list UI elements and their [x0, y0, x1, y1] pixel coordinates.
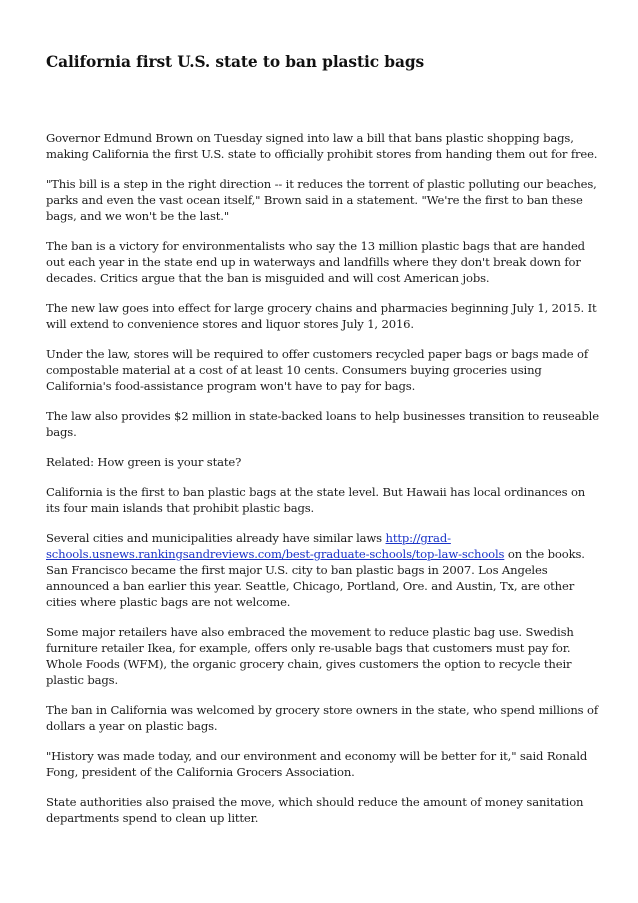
paragraph-6: The law also provides $2 million in state-backed loans to help businesses transition to reuseable bags. [46, 409, 599, 439]
paragraph-2: "This bill is a step in the right direction -- it reduces the torrent of plastic polluting our beaches, parks and even the vast ocean itself," Brown said in a statement. "We're the first to ban these bags, and we won't be the last." [46, 177, 597, 223]
paragraph-11: The ban in California was welcomed by grocery store owners in the state, who spend millions of dollars a year on plastic bags. [46, 703, 598, 733]
paragraph-3: The ban is a victory for environmentalists who say the 13 million plastic bags that are handed out each year in the state end up in waterways and landfills where they don't break down for decades. Critics argue that the ban is misguided and will cost American jobs. [46, 239, 585, 285]
paragraph-7: Related: How green is your state? [46, 455, 242, 469]
paragraph-12: "History was made today, and our environment and economy will be better for it," said Ronald Fong, president of the California Grocers Association. [46, 749, 588, 779]
paragraph-9 [46, 530, 602, 610]
paragraph-9-before: Several cities and municipalities already have similar laws [46, 531, 386, 545]
paragraph-9-after: on the books. San Francisco became the first major U.S. city to ban plastic bags in 2007. Los Angeles announced a ban earlier this year. Seattle, Chicago, Portland, Ore. and Austin, Tx, are other cities where plastic bags are not welcome. [46, 547, 585, 609]
paragraph-1: Governor Edmund Brown on Tuesday signed into law a bill that bans plastic shopping bags, making California the first U.S. state to officially prohibit stores from handing them out for free. [46, 131, 598, 161]
paragraph-8: California is the first to ban plastic bags at the state level. But Hawaii has local ordinances on its four main islands that prohibit plastic bags. [46, 485, 586, 515]
document-page [46, 0, 602, 840]
law-schools-link[interactable]: http://grad-schools.usnews.rankingsandreviews.com/best-graduate-schools/top-law-schools [46, 531, 505, 561]
paragraph-13: State authorities also praised the move, which should reduce the amount of money sanitation departments spend to clean up litter. [46, 795, 584, 825]
paragraph-4: The new law goes into effect for large grocery chains and pharmacies beginning July 1, 2015. It will extend to convenience stores and liquor stores July 1, 2016. [46, 301, 597, 331]
article-body [46, 130, 602, 826]
page-title: California first U.S. state to ban plastic bags [46, 53, 425, 71]
paragraph-10: Some major retailers have also embraced the movement to reduce plastic bag use. Swedish furniture retailer Ikea, for example, offers only re-usable bags that customers must pay for. Whole Foods (WFM), the organic grocery chain, gives customers the option to recycle their plastic bags. [46, 625, 574, 687]
paragraph-5: Under the law, stores will be required to offer customers recycled paper bags or bags made of compostable material at a cost of at least 10 cents. Consumers buying groceries using California's food-assistance program won't have to pay for bags. [46, 347, 588, 393]
